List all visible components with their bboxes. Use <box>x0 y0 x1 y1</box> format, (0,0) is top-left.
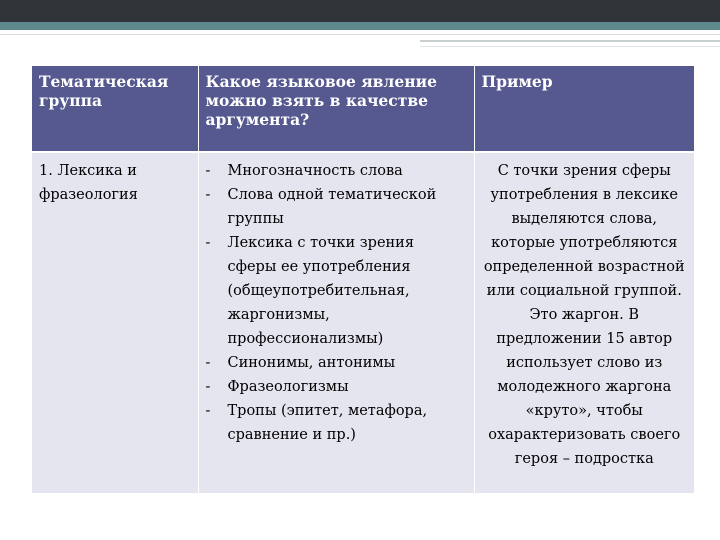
list-item-text: Тропы (эпитет, метафора, сравнение и пр.) <box>227 403 428 443</box>
list-item <box>206 399 467 447</box>
top-divider-line <box>0 34 720 35</box>
header-example: Пример <box>474 66 694 152</box>
list-item-text: Многозначность слова <box>227 163 403 179</box>
list-item-text: Синонимы, антонимы <box>227 355 396 371</box>
list-item-text: Лексика с точки зрения сферы ее употребления (общеупотребительная, жаргонизмы, профессионализмы) <box>227 235 414 347</box>
list-item <box>206 375 467 399</box>
table-row <box>32 152 694 493</box>
list-item <box>206 183 467 231</box>
phenomena-list <box>206 159 467 447</box>
list-item-text: Фразеологизмы <box>227 379 349 395</box>
cell-phenomena <box>198 152 474 493</box>
bullet-dash: - <box>205 163 211 179</box>
table-header-row <box>32 66 694 152</box>
cell-group: 1. Лексика и фразеология <box>32 152 198 493</box>
bullet-dash: - <box>205 235 211 251</box>
cell-example: С точки зрения сферы употребления в лексике выделяются слова, которые употребляются определенной возрастной или социальной группой. Это жаргон. В предложении 15 автор использует слово из молодежного жаргона «круто», чтобы охарактеризовать своего героя – подростка <box>474 152 694 493</box>
list-item <box>206 351 467 375</box>
list-item-text: Слова одной тематической группы <box>227 187 437 227</box>
list-item <box>206 231 467 351</box>
header-thematic-group: Тематическая группа <box>32 66 198 152</box>
bullet-dash: - <box>205 187 211 203</box>
top-divider-line-thin <box>420 46 720 47</box>
bullet-dash: - <box>205 379 211 395</box>
header-language-phenomenon: Какое языковое явление можно взять в качестве аргумента? <box>198 66 474 152</box>
top-accent-bar <box>0 22 720 30</box>
topic-table <box>32 66 694 493</box>
list-item <box>206 159 467 183</box>
bullet-dash: - <box>205 403 211 419</box>
top-decor-bar <box>0 0 720 22</box>
top-divider-line-short <box>420 40 720 42</box>
bullet-dash: - <box>205 355 211 371</box>
